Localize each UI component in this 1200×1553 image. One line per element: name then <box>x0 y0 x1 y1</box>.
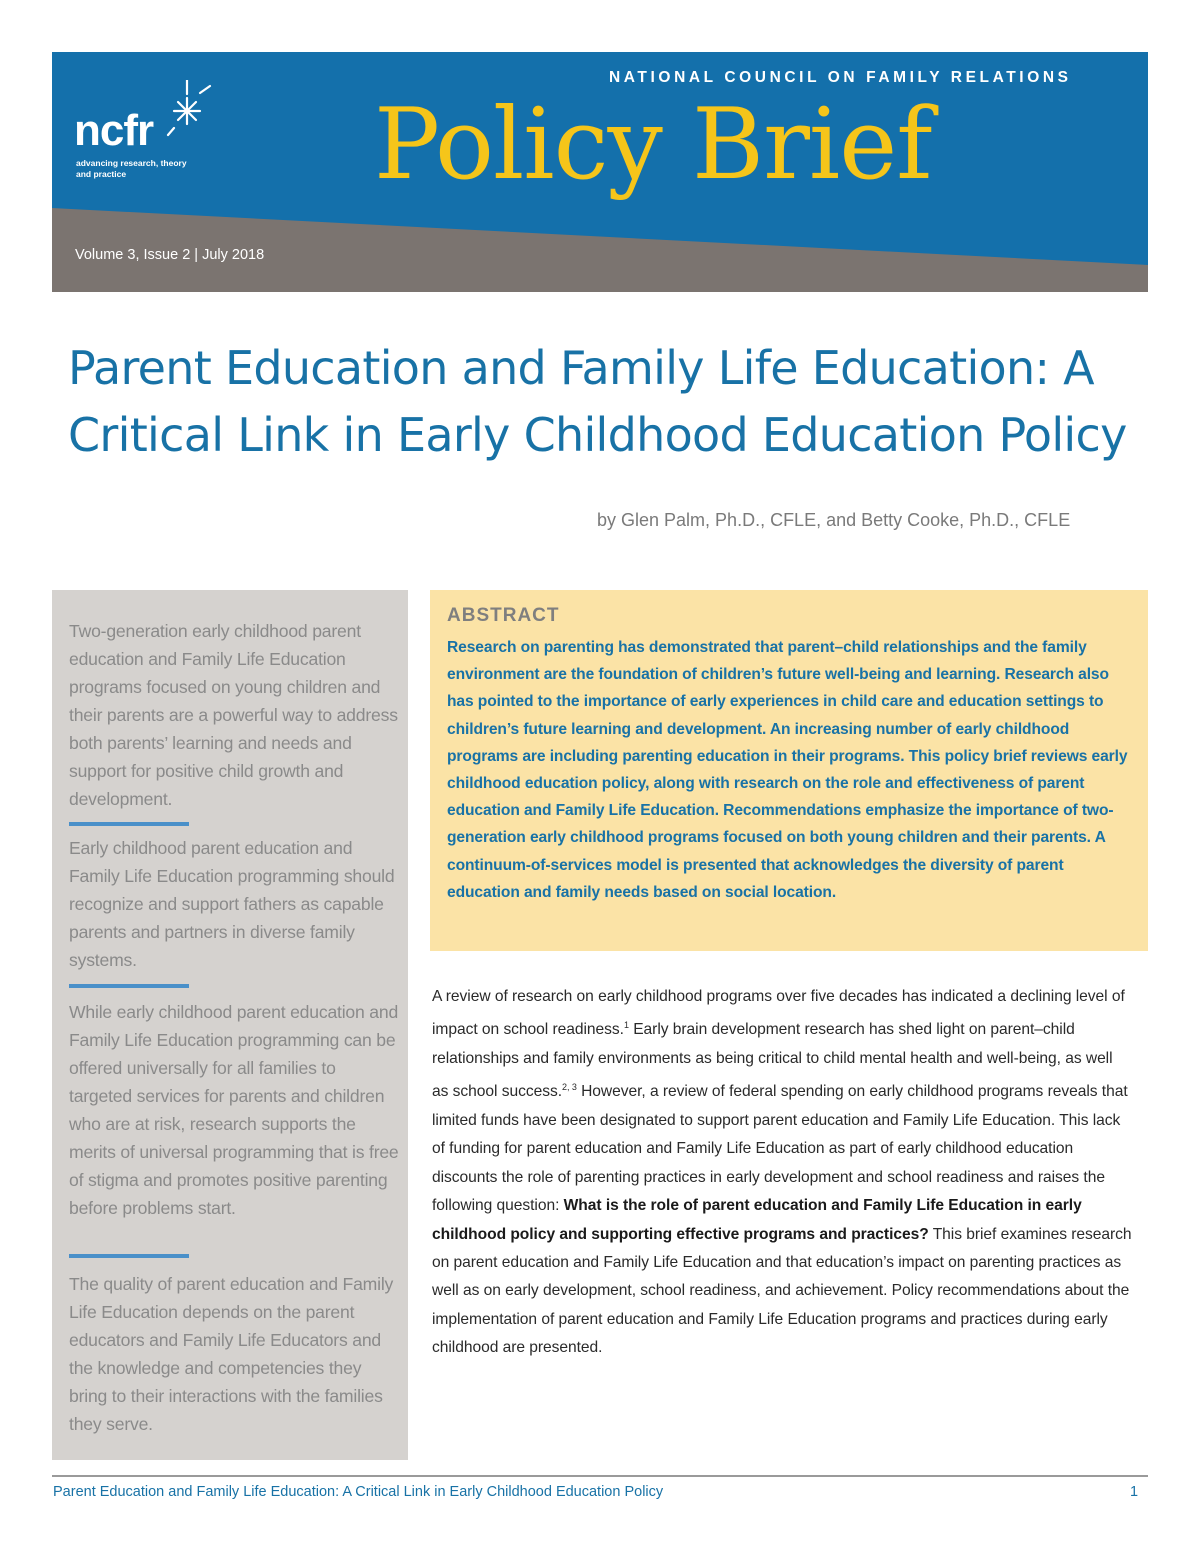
masthead-title: Policy Brief <box>374 88 932 202</box>
reference-2-3: 2, 3 <box>561 1082 577 1093</box>
key-points-sidebar <box>52 590 408 1460</box>
intro-text-3: However, a review of federal spending on early childhood programs reveals that limited funds have been designated to support parent education and Family Life Education. This lack of funding for parent education and Family Life Education as part of early childhood education discounts the role of parenting practices in early development and school readiness and raises the following question: <box>432 1083 1128 1215</box>
issue-info: Volume 3, Issue 2 | July 2018 <box>75 247 265 263</box>
key-point-2: Early childhood parent education and Family Life Education programming should recognize and support fathers as capable parents and partners in diverse family systems. <box>69 838 395 970</box>
abstract-heading: ABSTRACT <box>447 605 560 626</box>
page-number: 1 <box>1130 1484 1139 1500</box>
abstract-text: Research on parenting has demonstrated that parent–child relationships and the family environment are the foundation of children’s future well-being and learning. Research also has pointed to the importance of early experiences in child care and education settings to children’s future learning and development. An increasing number of early childhood programs are including parenting education in their programs. This policy brief reviews early childhood education policy, along with research on the role and effectiveness of parent education and Family Life Education. Recommendations emphasize the importance of two-generation early childhood programs focused on both young children and their parents. A continuum-of-services model is presented that acknowledges the diversity of parent education and family needs based on social location. <box>447 639 1128 901</box>
divider <box>69 984 189 988</box>
key-question: What is the role of parent education and Family Life Education in early childhood policy and supporting effective programs and practices? <box>432 1197 1082 1243</box>
intro-text-4: This brief examines research on parent education and Family Life Education and that education’s impact on parenting practices as well as on early development, school readiness, and achievement. Policy recommendations about the implementation of parent education and Family Life Education programs and practices during early childhood are presented. <box>432 1225 1132 1357</box>
intro-paragraph <box>432 983 1132 1363</box>
logo-tagline: advancing research, theory and practice <box>76 158 187 179</box>
footer-title: Parent Education and Family Life Education: A Critical Link in Early Childhood Education Policy <box>53 1484 664 1500</box>
divider <box>69 1254 189 1258</box>
logo-wordmark: ncfr <box>74 106 154 155</box>
footer-divider <box>52 1475 1148 1477</box>
key-point-1: Two-generation early childhood parent education and Family Life Education programs focused on young children and their parents are a powerful way to address both parents’ learning and needs and support for positive child growth and development. <box>69 621 398 809</box>
abstract-box <box>430 590 1148 951</box>
key-point-3: While early childhood parent education and Family Life Education programming can be offered universally for all families to targeted services for parents and children who are at risk, research supports the merits of universal programming that is free of stigma and promotes positive parenting before problems start. <box>69 1002 399 1218</box>
divider <box>69 822 189 826</box>
intro-text-2: Early brain development research has shed light on parent–child relationships and family environments as being critical to child mental health and well-being, as well as school success. <box>432 1021 1113 1101</box>
byline: by Glen Palm, Ph.D., CFLE, and Betty Cooke, Ph.D., CFLE <box>597 510 1071 530</box>
intro-text-1: A review of research on early childhood programs over five decades has indicated a declining level of impact on school readiness. <box>432 988 1125 1039</box>
reference-1: 1 <box>623 1020 629 1031</box>
key-point-4: The quality of parent education and Family Life Education depends on the parent educators and Family Life Educators and the knowledge and competencies they bring to their interactions with the families they serve. <box>69 1274 394 1434</box>
article-title: Parent Education and Family Life Education: A Critical Link in Early Childhood Education Policy <box>68 341 1127 462</box>
org-name: NATIONAL COUNCIL ON FAMILY RELATIONS <box>609 69 1072 86</box>
